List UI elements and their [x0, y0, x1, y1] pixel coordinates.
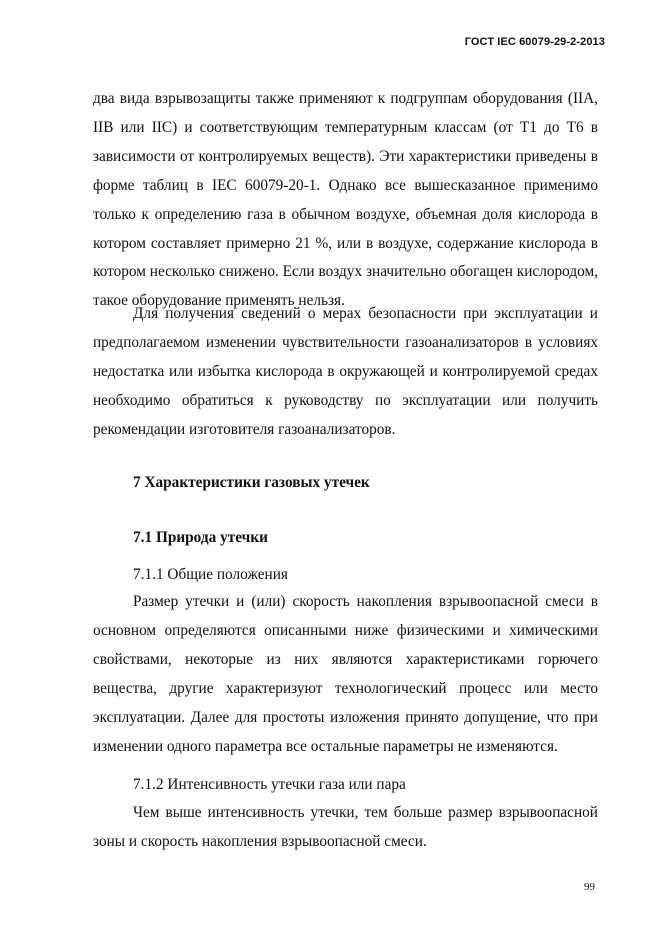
section-7-heading: 7 Характеристики газовых утечек	[133, 474, 370, 491]
section-7-1-heading: 7.1 Природа утечки	[133, 529, 268, 546]
document-code-header: ГОСТ IEC 60079-29-2-2013	[464, 36, 605, 48]
page-number: 99	[584, 881, 595, 893]
section-7-1-2-heading: 7.1.2 Интенсивность утечки газа или пара	[133, 776, 406, 793]
paragraph-general-provisions: Размер утечки и (или) скорость накопления взрывоопасной смеси в основном определяются описанными ниже физическими и химическими свойствами, некоторые из них являются характеристиками горючего вещества, другие характеризуют технологический процесс или место эксплуатации. Далее для простоты изложения принято допущение, что при изменении одного параметра все остальные параметры не изменяются.	[93, 593, 598, 755]
section-7-1-1-heading: 7.1.1 Общие положения	[133, 566, 288, 583]
paragraph-leak-intensity: Чем выше интенсивность утечки, тем больше размер взрывоопасной зоны и скорость накопления взрывоопасной смеси.	[93, 804, 598, 850]
paragraph-explosion-protection: два вида взрывозащиты также применяют к подгруппам оборудования (IIA, IIB или IIC) и соответствующим температурным классам (от Т1 до Т6 в зависимости от контролируемых веществ). Эти характеристики приведены в форме таблиц в IEC 60079-20-1. Однако все вышесказанное применимо только к определению газа в обычном воздухе, объемная доля кислорода в котором составляет примерно 21 %, или в воздухе, содержание кислорода в котором несколько снижено. Если воздух значительно обогащен кислородом, такое оборудование применять нельзя.	[93, 90, 598, 310]
paragraph-oxygen-guidance: Для получения сведений о мерах безопасности при эксплуатации и предполагаемом изменении чувствительности газоанализаторов в условиях недостатка или избытка кислорода в окружающей и контролируемой средах необходимо обратиться к руководству по эксплуатации или получить рекомендации изготовителя газоанализаторов.	[93, 305, 598, 438]
